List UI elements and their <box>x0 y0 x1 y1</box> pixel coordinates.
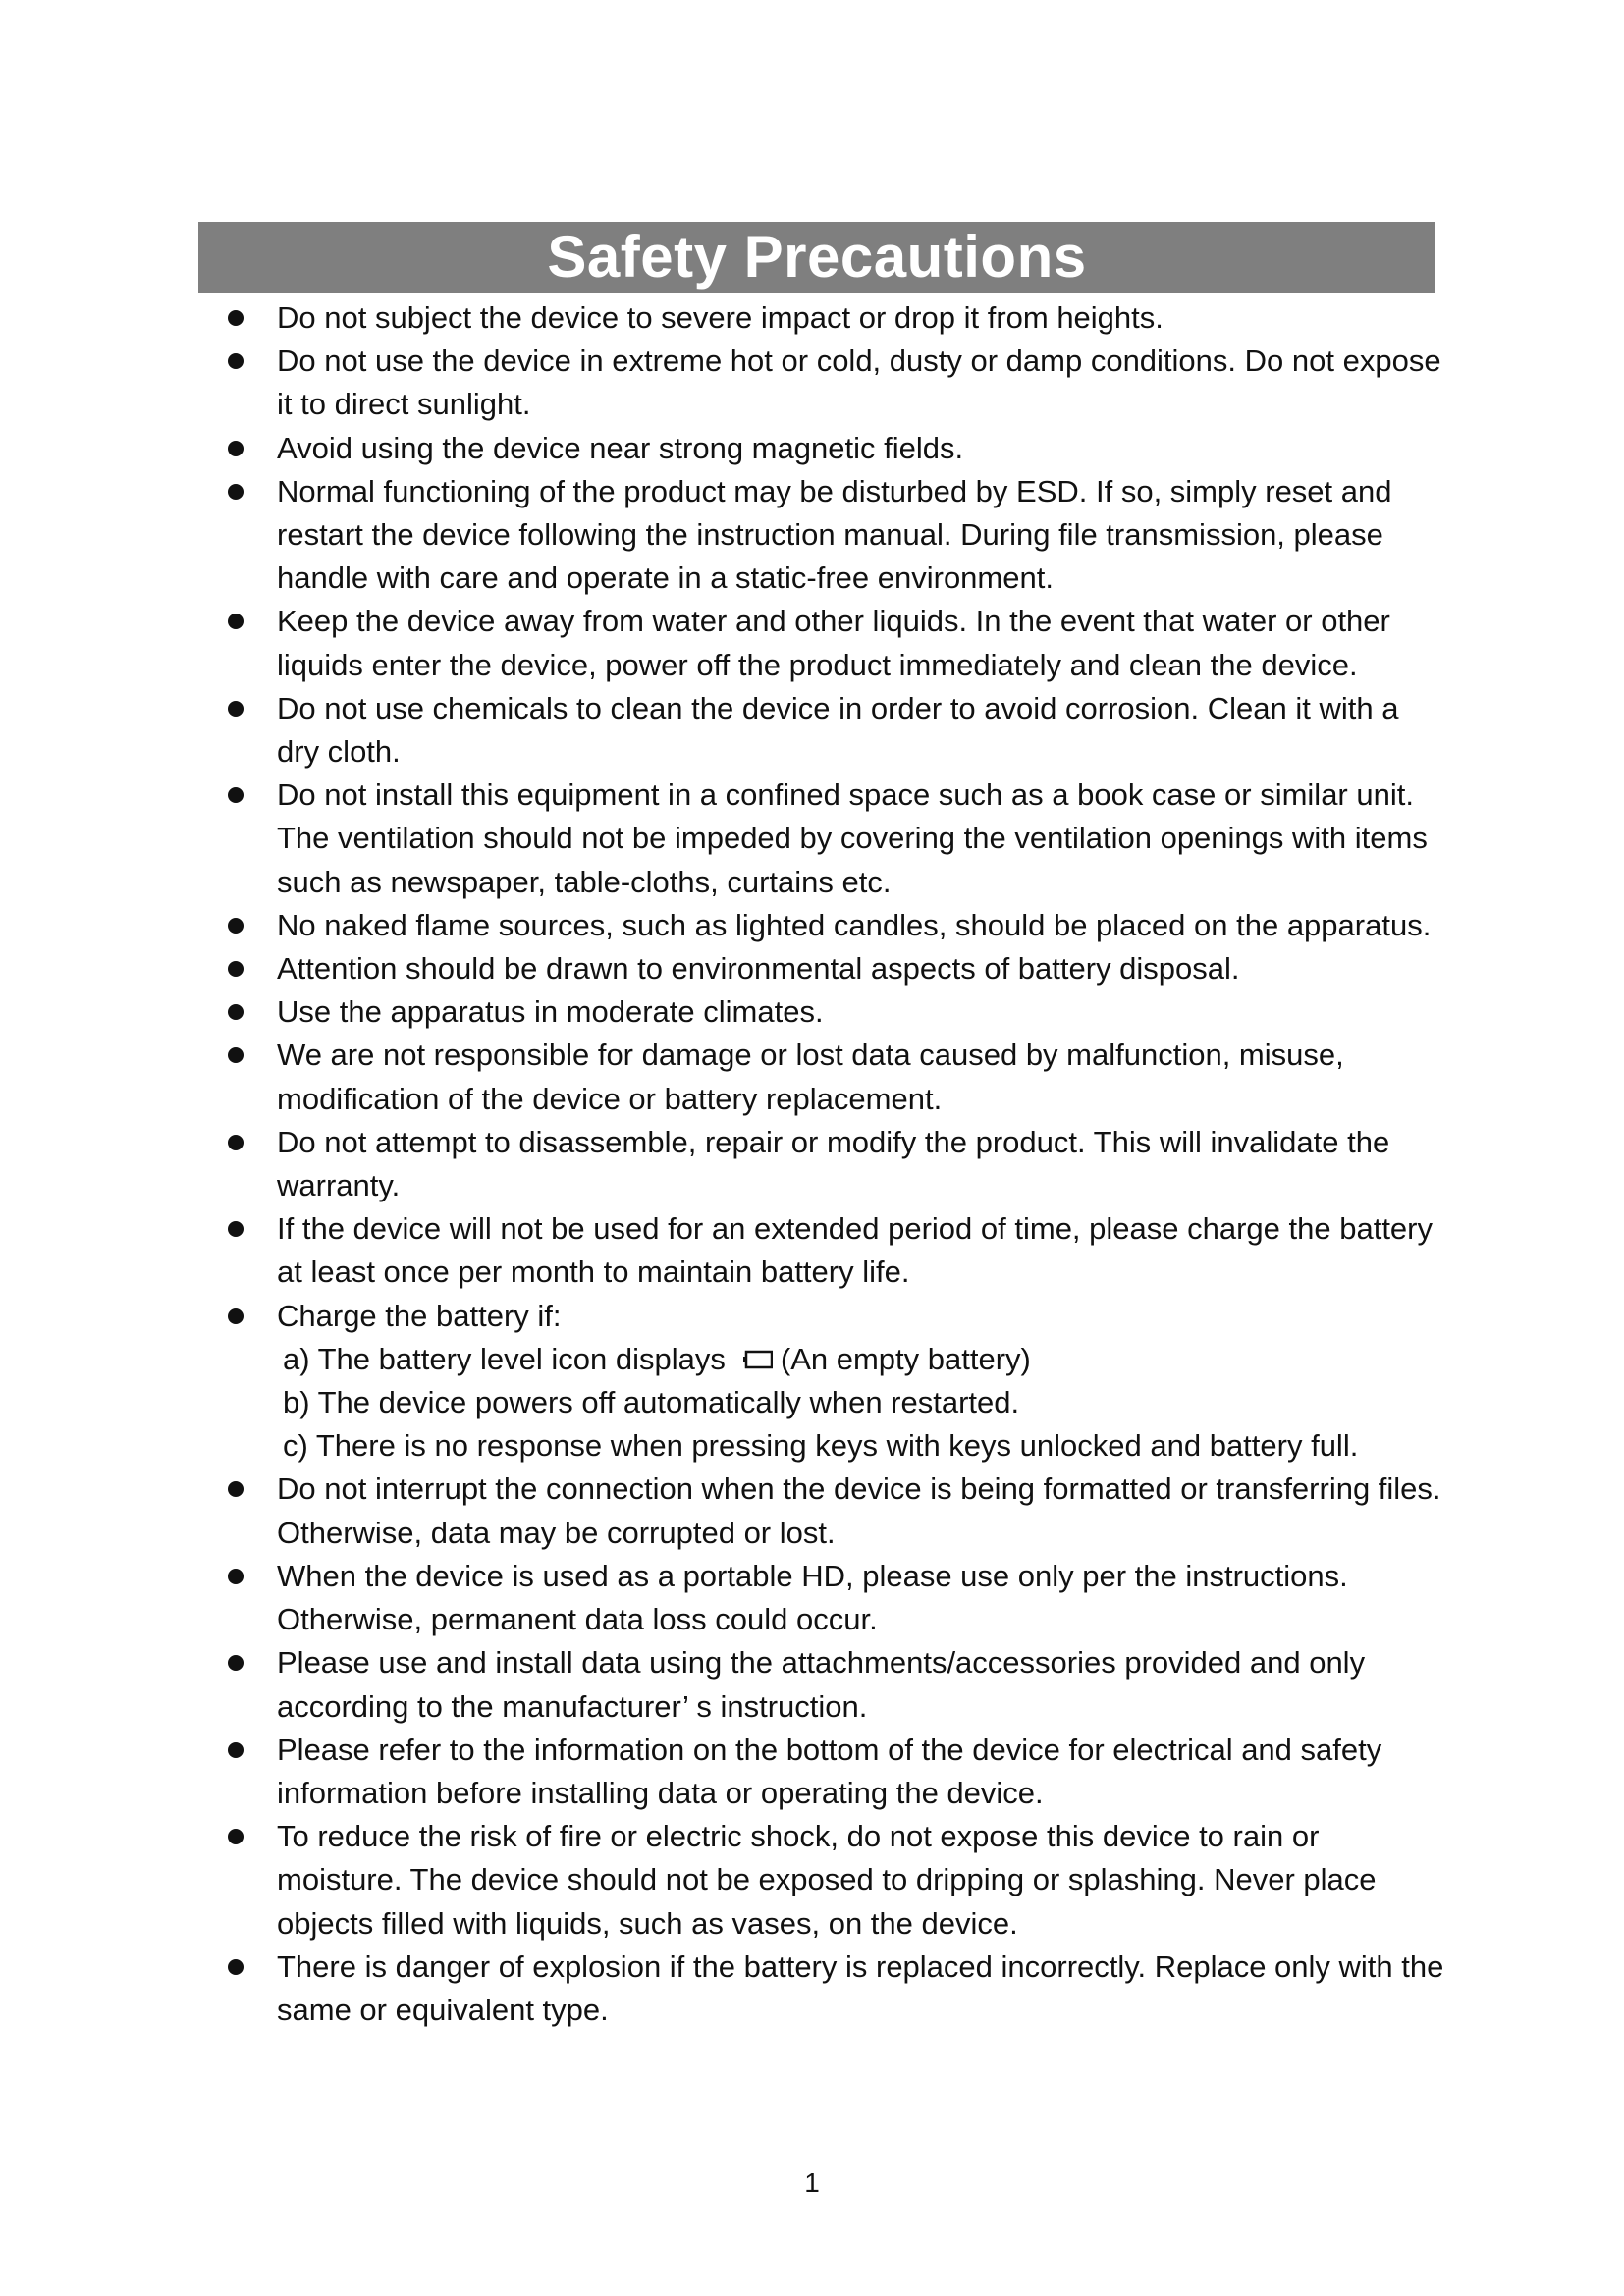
item-text: There is danger of explosion if the battery is replaced incorrectly. Replace only with the same or equivalent type. <box>277 1949 1444 2027</box>
item-text: Keep the device away from water and other liquids. In the event that water or other liquids enter the device, power off the product immediately and clean the device. <box>277 604 1390 682</box>
list-item <box>198 687 1445 774</box>
list-item <box>198 1468 1445 1554</box>
bullet-icon <box>228 1742 244 1758</box>
charge-condition-a-note: (An empty battery) <box>780 1341 1031 1376</box>
item-text: To reduce the risk of fire or electric shock, do not expose this device to rain or moisture. The device should not be exposed to dripping or splashing. Never place objects filled with liquids, such as vases, on the device. <box>277 1819 1377 1941</box>
list-item <box>198 1815 1445 1946</box>
item-text: Please refer to the information on the bottom of the device for electrical and safety information before installing data or operating the device. <box>277 1732 1382 1810</box>
bullet-icon <box>228 1655 244 1671</box>
list-item <box>198 1946 1445 2032</box>
page-number: 1 <box>804 2167 820 2198</box>
charge-condition-c: c) There is no response when pressing keys with keys unlocked and battery full. <box>283 1428 1359 1464</box>
bullet-icon <box>228 614 244 629</box>
list-item <box>198 947 1445 990</box>
list-item <box>198 1121 1445 1207</box>
list-item <box>198 470 1445 601</box>
list-item <box>198 296 1445 340</box>
item-text: Normal functioning of the product may be disturbed by ESD. If so, simply reset and restart the device following the instruction manual. During file transmission, please handle with care and operate in a static-free environment. <box>277 473 1392 596</box>
list-item <box>198 1729 1445 1815</box>
bullet-icon <box>228 961 244 977</box>
item-text: Do not use the device in extreme hot or cold, dusty or damp conditions. Do not expose it to direct sunlight. <box>277 344 1441 422</box>
item-text: When the device is used as a portable HD, please use only per the instructions. Otherwise, permanent data loss could occur. <box>277 1558 1348 1637</box>
list-item <box>198 1555 1445 1641</box>
bullet-icon <box>228 1004 244 1020</box>
item-text: Do not install this equipment in a confined space such as a book case or similar unit. The ventilation should not be impeded by covering the ventilation openings with items such as newspaper, table-cloths, curtains etc. <box>277 777 1428 899</box>
bullet-icon <box>228 1959 244 1975</box>
bullet-icon <box>228 701 244 717</box>
bullet-icon <box>228 484 244 500</box>
charge-intro: Charge the battery if: <box>277 1298 562 1333</box>
list-item <box>198 600 1445 686</box>
bullet-icon <box>228 1308 244 1324</box>
item-text: Use the apparatus in moderate climates. <box>277 994 824 1030</box>
bullet-icon <box>228 1829 244 1844</box>
bullet-icon <box>228 1481 244 1497</box>
item-text: We are not responsible for damage or lost data caused by malfunction, misuse, modification of the device or battery replacement. <box>277 1038 1344 1116</box>
item-text: Attention should be drawn to environmental aspects of battery disposal. <box>277 951 1240 987</box>
bullet-icon <box>228 310 244 326</box>
section-title-bar <box>198 222 1435 293</box>
item-text: No naked flame sources, such as lighted candles, should be placed on the apparatus. <box>277 907 1432 942</box>
bullet-icon <box>228 1569 244 1584</box>
page-title: Safety Precautions <box>547 224 1087 290</box>
item-text: If the device will not be used for an extended period of time, please charge the battery at least once per month to maintain battery life. <box>277 1211 1434 1290</box>
list-item <box>198 774 1445 904</box>
list-item-charge-battery <box>198 1295 1445 1468</box>
list-item <box>198 1207 1445 1294</box>
list-item <box>198 904 1445 947</box>
item-text: Do not use chemicals to clean the device in order to avoid corrosion. Clean it with a dry cloth. <box>277 690 1399 770</box>
item-text: Avoid using the device near strong magnetic fields. <box>277 430 964 465</box>
charge-condition-a <box>277 1338 1445 1381</box>
bullet-icon <box>228 353 244 369</box>
item-text: Do not subject the device to severe impact or drop it from heights. <box>277 300 1164 335</box>
bullet-icon <box>228 441 244 456</box>
bullet-icon <box>228 1135 244 1150</box>
list-item <box>198 427 1445 470</box>
bullet-icon <box>228 1221 244 1237</box>
list-item <box>198 340 1445 426</box>
item-text: Do not interrupt the connection when the device is being formatted or transferring files. Otherwise, data may be corrupted or lost. <box>277 1471 1441 1550</box>
list-item <box>198 990 1445 1034</box>
item-text: Please use and install data using the attachments/accessories provided and only according to the manufacturer’ s instruction. <box>277 1645 1366 1724</box>
item-text: Do not attempt to disassemble, repair or modify the product. This will invalidate the warranty. <box>277 1124 1390 1203</box>
precautions-list <box>198 296 1445 2032</box>
bullet-icon <box>228 918 244 934</box>
list-item <box>198 1641 1445 1728</box>
empty-battery-icon <box>743 1350 773 1369</box>
bullet-icon <box>228 1047 244 1063</box>
list-item <box>198 1034 1445 1120</box>
bullet-icon <box>228 787 244 803</box>
charge-condition-a-text: a) The battery level icon displays <box>283 1341 726 1376</box>
charge-condition-b: b) The device powers off automatically when restarted. <box>283 1385 1020 1420</box>
